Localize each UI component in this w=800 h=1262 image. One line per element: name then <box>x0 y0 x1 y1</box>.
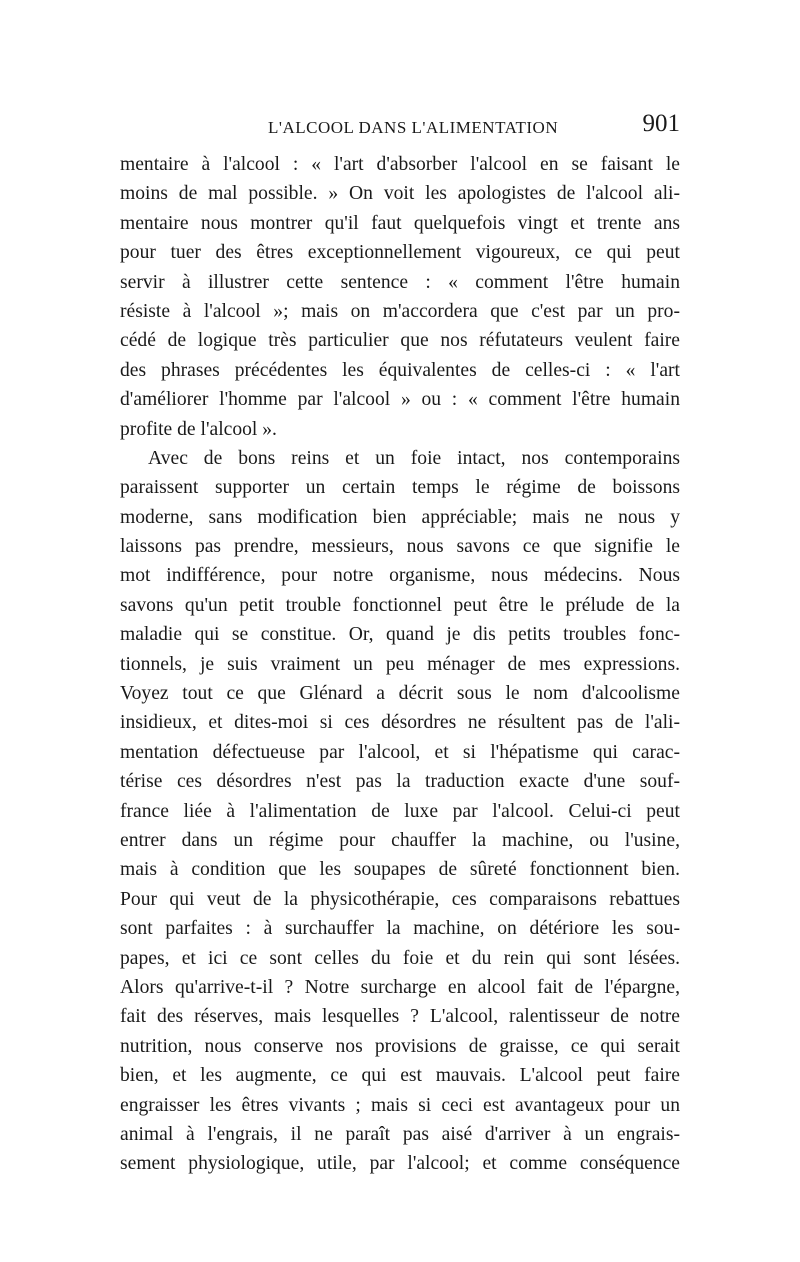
text-line: mentaire à l'alcool : « l'art d'absorber l'alcool en se faisant le <box>120 154 680 175</box>
text-line: france liée à l'alimentation de luxe par l'alcool. Celui-ci peut <box>120 800 680 822</box>
text-line: entrer dans un régime pour chauffer la machine, ou l'usine, <box>120 829 680 851</box>
text-line: profite de l'alcool ». <box>120 418 277 440</box>
text-line: servir à illustrer cette sentence : « comment l'être humain <box>120 271 680 293</box>
text-line: mais à condition que les soupapes de sûreté fonctionnent bien. <box>120 859 680 881</box>
text-line: des phrases précédentes les équivalentes de celles-ci : « l'art <box>120 359 680 381</box>
body-text <box>120 150 680 1179</box>
text-line: résiste à l'alcool »; mais on m'accordera que c'est par un pro- <box>120 300 680 322</box>
text-line: pour tuer des êtres exceptionnellement vigoureux, ce qui peut <box>120 242 680 264</box>
text-line: cédé de logique très particulier que nos réfutateurs veulent faire <box>120 330 680 352</box>
text-line: fait des réserves, mais lesquelles ? L'alcool, ralentisseur de notre <box>120 1006 680 1028</box>
text-line: térise ces désordres n'est pas la traduction exacte d'une souf- <box>120 771 680 793</box>
text-line: Voyez tout ce que Glénard a décrit sous le nom d'alcoolisme <box>120 683 680 705</box>
text-line: mot indifférence, pour notre organisme, nous médecins. Nous <box>120 565 680 587</box>
text-line: laissons pas prendre, messieurs, nous savons ce que signifie le <box>120 536 680 558</box>
text-line: animal à l'engrais, il ne paraît pas aisé d'arriver à un engrais- <box>120 1123 680 1145</box>
text-line: mentaire nous montrer qu'il faut quelquefois vingt et trente ans <box>120 212 680 234</box>
text-line: bien, et les augmente, ce qui est mauvais. L'alcool peut faire <box>120 1065 680 1087</box>
page-number: 901 <box>642 110 680 137</box>
text-line: mentation défectueuse par l'alcool, et si l'hépatisme qui carac- <box>120 741 680 763</box>
text-line: moderne, sans modification bien appréciable; mais ne nous y <box>120 506 680 528</box>
text-line: Pour qui veut de la physicothérapie, ces comparaisons rebattues <box>120 888 680 910</box>
text-line: tionnels, je suis vraiment un peu ménager de mes expressions. <box>120 653 680 675</box>
running-title: L'ALCOOL DANS L'ALIMENTATION <box>268 118 559 137</box>
text-line: d'améliorer l'homme par l'alcool » ou : « comment l'être humain <box>120 389 680 411</box>
text-line: sont parfaites : à surchauffer la machine, on détériore les sou- <box>120 918 680 940</box>
text-line: papes, et ici ce sont celles du foie et du rein qui sont lésées. <box>120 947 680 969</box>
text-line: sement physiologique, utile, par l'alcool; et comme conséquence <box>120 1153 680 1175</box>
text-line: Alors qu'arrive-t-il ? Notre surcharge en alcool fait de l'épargne, <box>120 976 680 998</box>
text-line: nutrition, nous conserve nos provisions de graisse, ce qui serait <box>120 1035 680 1057</box>
text-line: savons qu'un petit trouble fonctionnel peut être le prélude de la <box>120 594 680 616</box>
page-header <box>120 110 680 144</box>
text-line: maladie qui se constitue. Or, quand je dis petits troubles fonc- <box>120 624 680 646</box>
text-line: insidieux, et dites-moi si ces désordres ne résultent pas de l'ali- <box>120 712 680 734</box>
text-line: engraisser les êtres vivants ; mais si ceci est avantageux pour un <box>120 1094 680 1116</box>
text-line: Avec de bons reins et un foie intact, nos contemporains <box>148 447 680 469</box>
text-line: paraissent supporter un certain temps le régime de boissons <box>120 477 680 499</box>
text-line: moins de mal possible. » On voit les apologistes de l'alcool ali- <box>120 183 680 205</box>
